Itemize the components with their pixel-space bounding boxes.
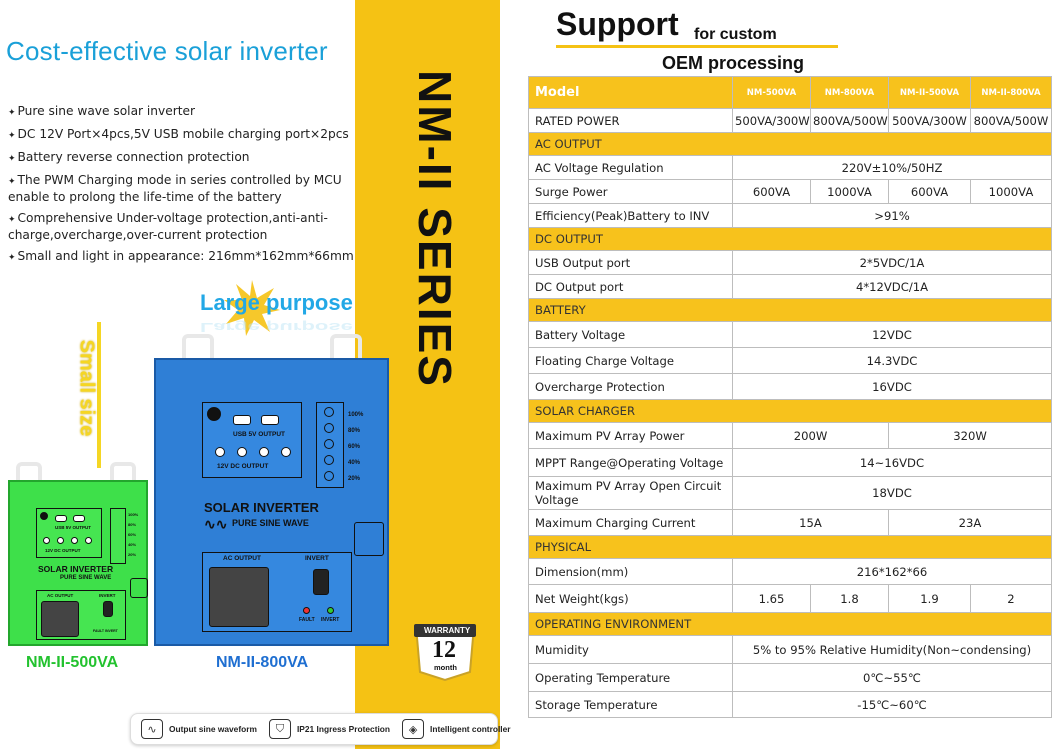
spec-table: [528, 76, 1052, 718]
invert-switch-icon: [313, 569, 329, 595]
inverter-small: USB 5V OUTPUT 12V DC OUTPUT 100% 80% 60% 40% 20% SOLAR INVERTER PURE SINE WAVE AC OUTPUT INVERT FAULT INVERT: [8, 480, 148, 646]
level-led-icon: [324, 471, 334, 481]
bullet-icon: ✦: [8, 215, 16, 225]
dc-port-icon: [57, 537, 64, 544]
feature-item: ✦ Small and light in appearance: 216mm*162mm*66mm: [8, 249, 354, 263]
large-purpose-label: Large purpose: [200, 290, 353, 315]
output-panel: USB 5V OUTPUT 12V DC OUTPUT: [202, 402, 302, 478]
table-row: Surge Power 600VA 1000VA 600VA 1000VA: [529, 180, 1052, 204]
small-size-bar: [97, 322, 101, 468]
invert-led-icon: [327, 607, 334, 614]
table-row: USB Output port 2*5VDC/1A: [529, 251, 1052, 275]
bullet-icon: ✦: [8, 108, 16, 118]
side-port-icon: [354, 522, 384, 556]
model-name-small: NM-II-500VA: [26, 654, 119, 671]
heading-underline: [556, 45, 838, 48]
table-header-row: Model NM-500VA NM-800VA NM-II-500VA NM-II-800VA: [529, 77, 1052, 109]
small-size-label: Small size: [75, 339, 98, 437]
usb-port-icon: [233, 415, 251, 425]
ac-panel: AC OUTPUT INVERT FAULT INVERT: [202, 552, 352, 632]
bullet-icon: ✦: [8, 177, 16, 187]
dc-port-icon: [259, 447, 269, 457]
table-row: Floating Charge Voltage 14.3VDC: [529, 348, 1052, 374]
section-row: SOLAR CHARGER: [529, 400, 1052, 423]
handle-right: [330, 334, 362, 360]
usb-port-icon: [73, 515, 85, 522]
level-led-icon: [324, 455, 334, 465]
ac-socket-icon: [41, 601, 79, 637]
ac-socket-icon: [209, 567, 269, 627]
dc-port-icon: [215, 447, 225, 457]
table-row: RATED POWER 500VA/300W 800VA/500W 500VA/300W 800VA/500W: [529, 109, 1052, 133]
shield-icon: ⛉: [269, 719, 291, 739]
inverter-large: USB 5V OUTPUT 12V DC OUTPUT 100% 80% 60% 40% 20% SOLAR INVERTER ∿∿ PURE SINE WAVE AC OUTPUT INVERT FAULT INVERT: [154, 358, 389, 646]
spec-sheet-panel: [528, 0, 1060, 749]
sine-wave-icon: ∿: [141, 719, 163, 739]
level-led-icon: [324, 423, 334, 433]
dc-port-icon: [85, 537, 92, 544]
ac-panel: AC OUTPUT INVERT FAULT INVERT: [36, 590, 126, 640]
section-row: BATTERY: [529, 299, 1052, 322]
level-led-icon: [324, 407, 334, 417]
handle-left: [182, 334, 214, 360]
feature-icon-bar: ∿ Output sine waveform ⛉ IP21 Ingress Protection ◈ Intelligent controller: [130, 713, 498, 745]
table-row: Efficiency(Peak)Battery to INV >91%: [529, 204, 1052, 228]
feature-item: ✦ Pure sine wave solar inverter: [8, 104, 196, 118]
section-row: OPERATING ENVIRONMENT: [529, 613, 1052, 636]
section-row: DC OUTPUT: [529, 228, 1052, 251]
feature-item: ✦ The PWM Charging mode in series controlled by MCU enable to prolong the life-time of the battery: [8, 173, 342, 204]
usb-port-icon: [55, 515, 67, 522]
feature-item: ✦ Comprehensive Under-voltage protection,anti-anti-charge,overcharge,over-current protection: [8, 211, 328, 242]
feature-item: ✦ DC 12V Port×4pcs,5V USB mobile charging port×2pcs: [8, 127, 349, 141]
table-row: Maximum PV Array Open Circuit Voltage 18VDC: [529, 477, 1052, 510]
dc-port-icon: [43, 537, 50, 544]
output-panel: USB 5V OUTPUT 12V DC OUTPUT: [36, 508, 102, 558]
table-row: AC Voltage Regulation 220V±10%/50HZ: [529, 156, 1052, 180]
feature-list: [8, 104, 363, 272]
section-row: AC OUTPUT: [529, 133, 1052, 156]
series-title: NM-II SERIES: [409, 70, 461, 388]
support-heading: Support: [556, 6, 679, 42]
battery-level-panel: [110, 508, 126, 564]
table-row: Mumidity 5% to 95% Relative Humidity(Non~condensing): [529, 636, 1052, 664]
table-row: Net Weight(kgs) 1.65 1.8 1.9 2: [529, 585, 1052, 613]
table-row: Storage Temperature -15℃~60℃: [529, 692, 1052, 718]
table-row: Maximum Charging Current 15A 23A: [529, 510, 1052, 536]
custom-subheading: for custom: [694, 26, 777, 43]
page-title: Cost-effective solar inverter: [6, 36, 328, 66]
table-row: MPPT Range@Operating Voltage 14~16VDC: [529, 449, 1052, 477]
robot-icon: ◈: [402, 719, 424, 739]
product-feature-panel: [0, 0, 511, 749]
table-row: Overcharge Protection 16VDC: [529, 374, 1052, 400]
dc-port-icon: [281, 447, 291, 457]
bullet-icon: ✦: [8, 131, 16, 141]
warranty-badge: WARRANTY 12 month: [410, 618, 480, 682]
fault-led-icon: [303, 607, 310, 614]
model-name-large: NM-II-800VA: [216, 654, 309, 671]
power-button-icon: [40, 512, 48, 520]
table-row: Maximum PV Array Power 200W 320W: [529, 423, 1052, 449]
battery-level-panel: [316, 402, 344, 488]
level-led-icon: [324, 439, 334, 449]
section-row: PHYSICAL: [529, 536, 1052, 559]
dc-port-icon: [237, 447, 247, 457]
invert-switch-icon: [103, 601, 113, 617]
usb-port-icon: [261, 415, 279, 425]
table-row: Battery Voltage 12VDC: [529, 322, 1052, 348]
bullet-icon: ✦: [8, 253, 16, 263]
feature-item: ✦ Battery reverse connection protection: [8, 150, 250, 164]
table-row: DC Output port 4*12VDC/1A: [529, 275, 1052, 299]
table-row: Operating Temperature 0℃~55℃: [529, 664, 1052, 692]
table-row: Dimension(mm) 216*162*66: [529, 559, 1052, 585]
large-purpose-reflection: Large purpose: [200, 319, 353, 335]
power-button-icon: [207, 407, 221, 421]
side-port-icon: [130, 578, 148, 598]
dc-port-icon: [71, 537, 78, 544]
oem-heading: OEM processing: [662, 53, 805, 73]
bullet-icon: ✦: [8, 154, 16, 164]
